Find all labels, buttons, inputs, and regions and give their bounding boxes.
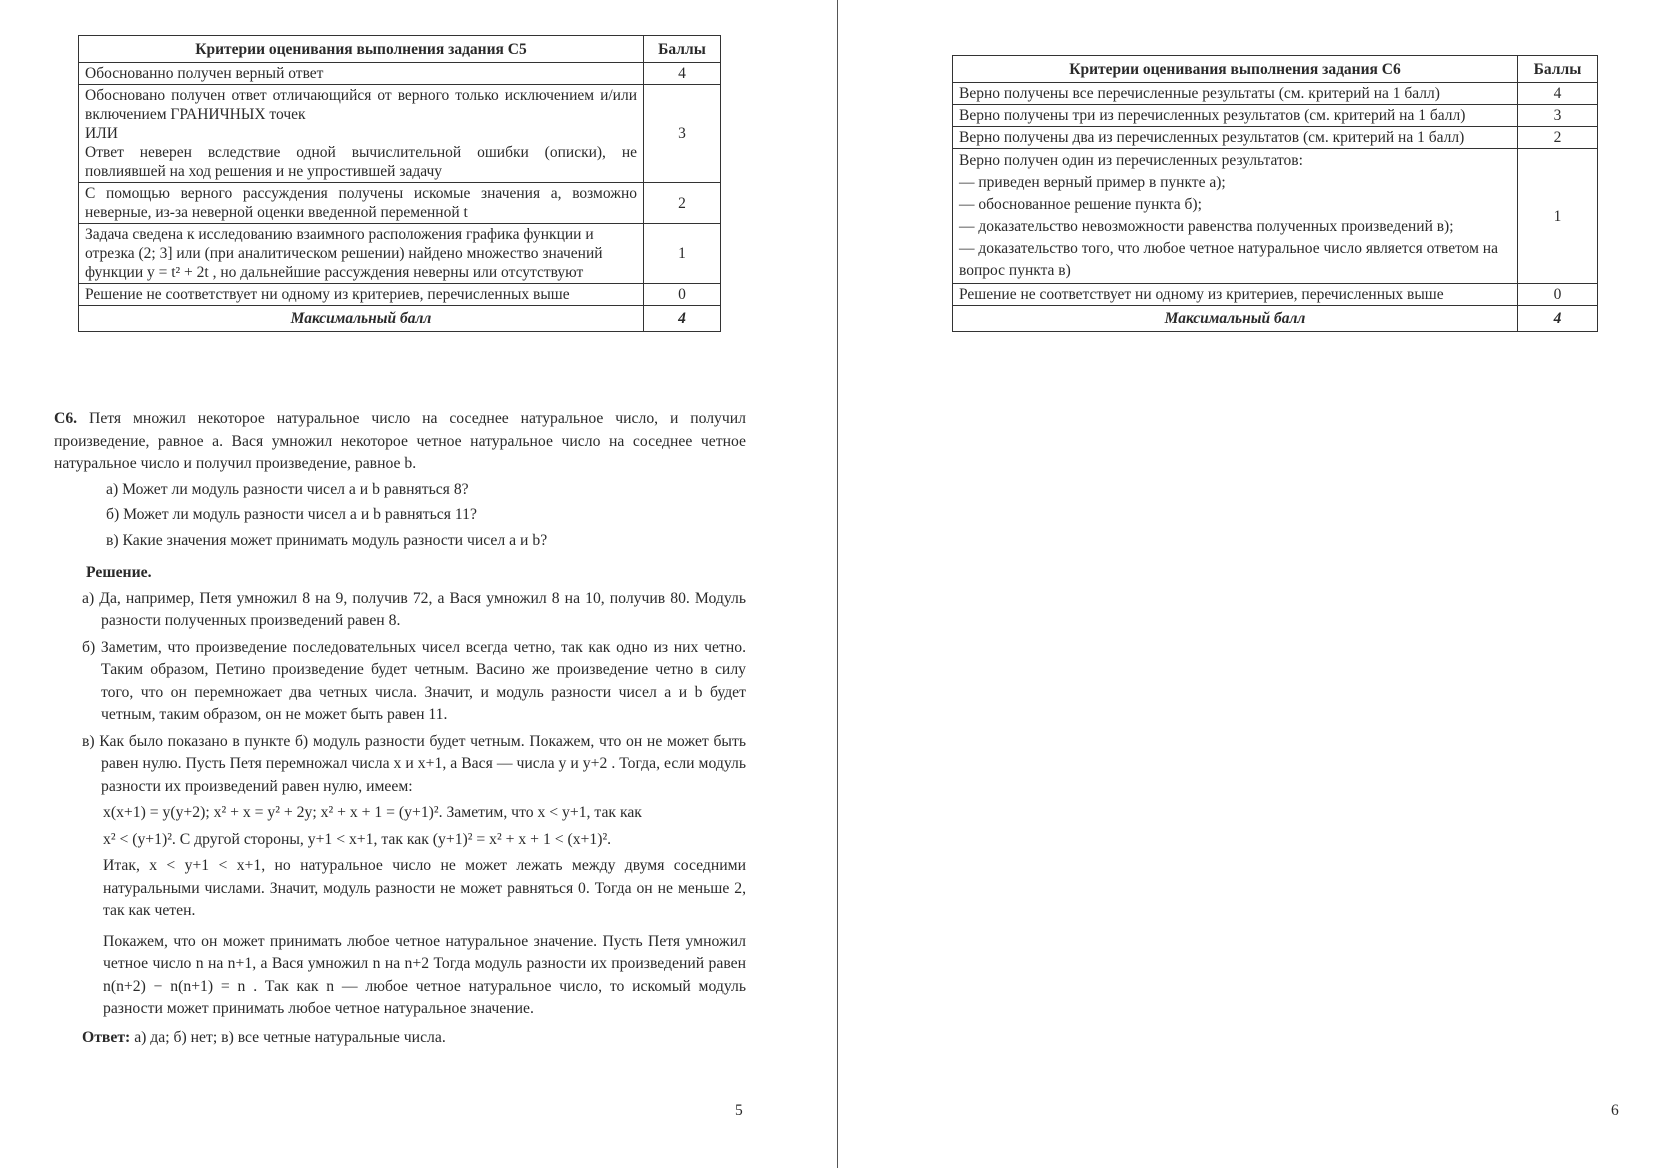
max-score-label: Максимальный балл — [79, 306, 644, 332]
solution-equation-2: x² < (y+1)². С другой стороны, y+1 < x+1, так как (y+1)² = x² + x + 1 < (x+1)². — [103, 830, 612, 848]
table-row — [953, 149, 1598, 284]
task-label: С6. — [54, 410, 78, 427]
page-divider — [837, 0, 838, 1168]
table-row — [953, 284, 1598, 306]
max-score-label: Максимальный балл — [953, 306, 1518, 332]
criteria-table-c6 — [952, 55, 1598, 332]
points-value: 2 — [644, 183, 721, 224]
solution-part-b: б) Заметим, что произведение последовательных чисел всегда четно, так как одно из них четно. Таким образом, Петино произведение будет четным. Васино же произведение четно в силу того, что он перемножает два четных числа. Значит, и модуль разности чисел a и b будет четным, таким образом, он не может быть равен 11. — [82, 638, 746, 723]
criterion-text: Ответ неверен вследствие одной вычислительной ошибки (описки), не повлиявшей на ход решения и не упростившей задачу — [85, 144, 637, 180]
solution-heading: Решение. — [86, 564, 152, 581]
table-row — [953, 105, 1598, 127]
page-number-left: 5 — [735, 1102, 743, 1119]
table-header-points: Баллы — [1518, 56, 1598, 83]
task-c6 — [54, 408, 746, 1049]
criterion-text: — приведен верный пример в пункте а); — [959, 174, 1226, 191]
table-row — [79, 85, 721, 183]
solution-paragraph-4: Покажем, что он может принимать любое четное натуральное значение. Пусть Петя умножил четное число n на n+1, а Вася умножил n на n+2 Тогда модуль разности их произведений равен n(n+2) − n(n+1) = n . Так как n — любое четное натуральное число, то искомый модуль разности может принимать любое четное натуральное значение. — [103, 932, 746, 1017]
criterion-text: С помощью верного рассуждения получены искомые значения a, возможно неверные, из-за неверной оценки введенной переменной t — [85, 185, 637, 221]
question-b: б) Может ли модуль разности чисел a и b равняться 11? — [106, 506, 477, 523]
points-value: 4 — [1518, 83, 1598, 105]
criterion-text: Задача сведена к исследованию взаимного расположения графика функции и отрезка (2; 3] или (при аналитическом решении) найдено множество значений функции y = t² + 2t , но дальнейшие рассуждения неверны или отсутствуют — [85, 226, 603, 281]
criterion-text: — доказательство того, что любое четное натуральное число является ответом на вопрос пункта в) — [959, 240, 1498, 279]
criterion-text: Обоснованно получен верный ответ — [85, 65, 324, 82]
points-value: 0 — [1518, 284, 1598, 306]
solution-equation-1: x(x+1) = y(y+2); x² + x = y² + 2y; x² + x + 1 = (y+1)². Заметим, что x < y+1, так как — [103, 804, 642, 821]
points-value: 0 — [644, 284, 721, 306]
criterion-text: Обосновано получен ответ отличающийся от верного только исключением и/или включением ГРАНИЧНЫХ точек — [85, 87, 637, 123]
table-row — [79, 183, 721, 224]
solution-part-a: а) Да, например, Петя умножил 8 на 9, получив 72, а Вася умножил 8 на 10, получив 80. Модуль разности полученных произведений равен 8. — [82, 589, 746, 629]
max-score-value: 4 — [644, 306, 721, 332]
table-row — [79, 63, 721, 85]
points-value: 1 — [1518, 149, 1598, 284]
table-row-max — [79, 306, 721, 332]
table-row — [79, 284, 721, 306]
answer-label: Ответ: — [82, 1028, 131, 1046]
criterion-text: — обоснованное решение пункта б); — [959, 196, 1202, 213]
table-header-points: Баллы — [644, 36, 721, 63]
criterion-text: ИЛИ — [85, 125, 118, 142]
question-c: в) Какие значения может принимать модуль разности чисел a и b? — [106, 531, 548, 549]
points-value: 1 — [644, 224, 721, 284]
table-row — [953, 127, 1598, 149]
criterion-text: Верно получены два из перечисленных результатов (см. критерий на 1 балл) — [959, 129, 1465, 146]
question-a: а) Может ли модуль разности чисел a и b равняться 8? — [106, 480, 469, 498]
points-value: 3 — [1518, 105, 1598, 127]
task-text: Петя множил некоторое натуральное число на соседнее натуральное число, и получил произведение, равное a. Вася умножил некоторое четное натуральное число на соседнее четное натуральное число и получил произведение, равное b. — [54, 410, 747, 472]
criterion-text: Верно получены все перечисленные результаты (см. критерий на 1 балл) — [959, 85, 1440, 102]
answer-text: а) да; б) нет; в) все четные натуральные числа. — [134, 1028, 446, 1046]
criterion-text: — доказательство невозможности равенства полученных произведений в); — [959, 218, 1454, 235]
criterion-text: Решение не соответствует ни одному из критериев, перечисленных выше — [85, 286, 570, 303]
table-row — [79, 224, 721, 284]
max-score-value: 4 — [1518, 306, 1598, 332]
criterion-text: Решение не соответствует ни одному из критериев, перечисленных выше — [959, 286, 1444, 303]
criteria-table-c5 — [78, 35, 721, 332]
points-value: 3 — [644, 85, 721, 183]
criterion-text: Верно получены три из перечисленных результатов (см. критерий на 1 балл) — [959, 107, 1466, 124]
table-header-criteria: Критерии оценивания выполнения задания С6 — [953, 56, 1518, 83]
table-row — [953, 83, 1598, 105]
solution-paragraph-3: Итак, x < y+1 < x+1, но натуральное число не может лежать между двумя соседними натуральными числами. Значит, модуль разности не может равняться 0. Тогда он не меньше 2, так как четен. — [103, 857, 746, 919]
solution-part-c: в) Как было показано в пункте б) модуль разности будет четным. Покажем, что он не может быть равен нулю. Пусть Петя перемножал числа x и x+1, а Вася — числа y и y+2 . Тогда, если модуль разности их произведений равен нулю, имеем: — [82, 732, 746, 795]
points-value: 2 — [1518, 127, 1598, 149]
table-row-max — [953, 306, 1598, 332]
page-number-right: 6 — [1611, 1102, 1619, 1119]
criterion-text: Верно получен один из перечисленных результатов: — [959, 152, 1303, 169]
points-value: 4 — [644, 63, 721, 85]
table-header-criteria: Критерии оценивания выполнения задания С5 — [79, 36, 644, 63]
